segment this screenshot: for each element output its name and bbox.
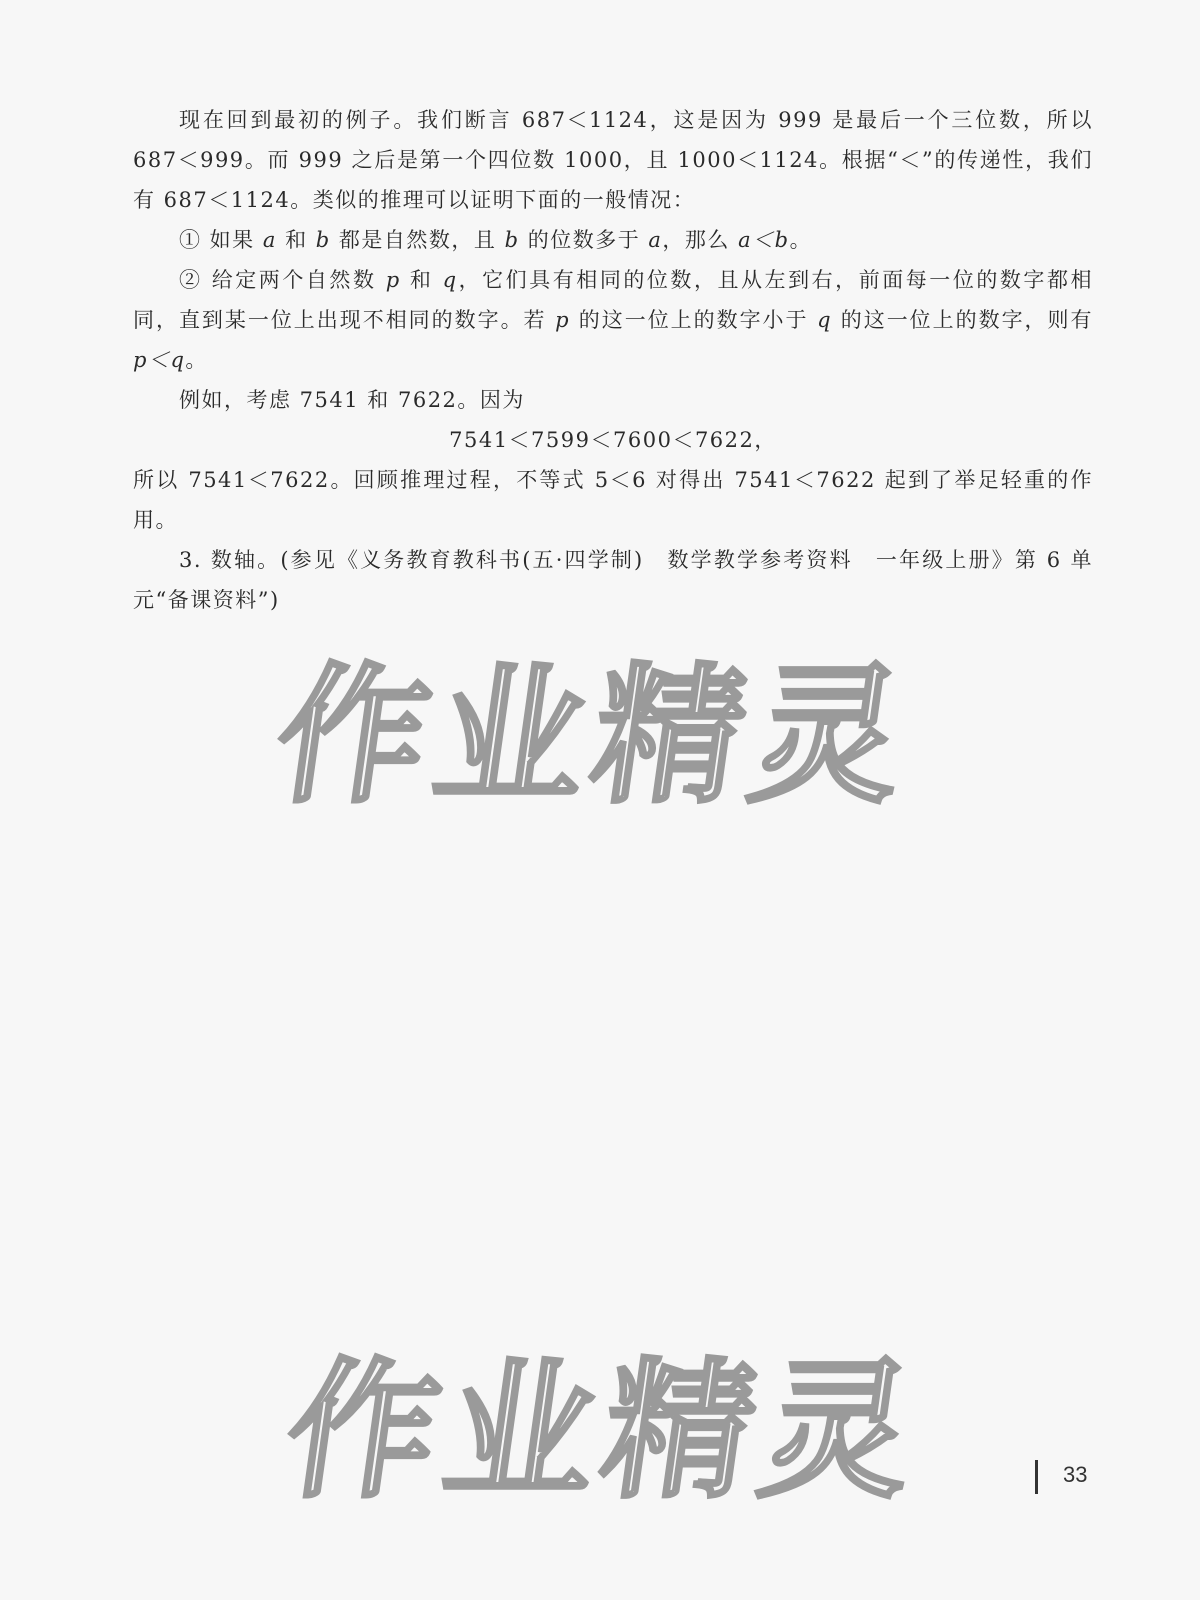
- paragraph-example: 例如，考虑 7541 和 7622。因为: [179, 388, 525, 412]
- rule-2-text: 的这一位上的数字，则有: [832, 308, 1093, 332]
- paragraph-intro: 现在回到最初的例子。我们断言 687＜1124，这是因为 999 是最后一个三位数，所以 687＜999。而 999 之后是第一个四位数 1000，且 1000＜1124。根据“＜”的传递性，我们有 687＜1124。类似的推理可以证明下面的一般情况：: [133, 108, 1093, 212]
- math-relation: a＜b: [738, 228, 790, 252]
- watermark-top: 作业精灵: [265, 650, 923, 824]
- paragraph-conclusion: 所以 7541＜7622。回顾推理过程，不等式 5＜6 对得出 7541＜7622 起到了举足轻重的作用。: [133, 468, 1093, 532]
- math-b: b: [315, 228, 331, 252]
- math-relation: p＜q: [133, 348, 186, 372]
- rule-2-text: 。: [185, 348, 208, 372]
- math-p: p: [385, 268, 401, 292]
- rule-1-text: 。: [789, 228, 813, 252]
- rule-1-text: 和: [276, 228, 316, 252]
- rule-2-text: 的这一位上的数字小于: [570, 308, 818, 332]
- rule-2-text: 和: [400, 268, 443, 292]
- math-q: q: [817, 308, 833, 332]
- rule-1-text: ，那么: [662, 228, 739, 252]
- math-a: a: [648, 228, 663, 252]
- math-q: q: [442, 268, 458, 292]
- rule-1-text: 的位数多于: [519, 228, 649, 252]
- page-number-divider: [1035, 1460, 1038, 1494]
- page-number: 33: [1063, 1462, 1088, 1487]
- math-b: b: [504, 228, 520, 252]
- watermark-bottom: 作业精灵: [275, 1345, 933, 1519]
- inequality-chain: 7541＜7599＜7600＜7622，: [449, 428, 777, 452]
- paragraph-number-line: 3. 数轴。(参见《义务教育教科书(五·四学制) 数学教学参考资料 一年级上册》第 6 单元“备课资料”): [133, 548, 1093, 612]
- rule-2-text: ，它们具有相同的位数，且从左到右，前面每一位的数字都相同，直到某一位上出现不相同的数字。若: [133, 268, 1094, 332]
- rule-1-text: ① 如果: [179, 228, 263, 252]
- paragraph-rule-2: [133, 260, 1093, 380]
- rule-2-text: ② 给定两个自然数: [179, 268, 386, 292]
- rule-1-text: 都是自然数，且: [330, 228, 505, 252]
- paragraph-rule-1: [133, 220, 1093, 260]
- math-a: a: [262, 228, 277, 252]
- math-p: p: [555, 308, 571, 332]
- body-text: [133, 100, 1093, 620]
